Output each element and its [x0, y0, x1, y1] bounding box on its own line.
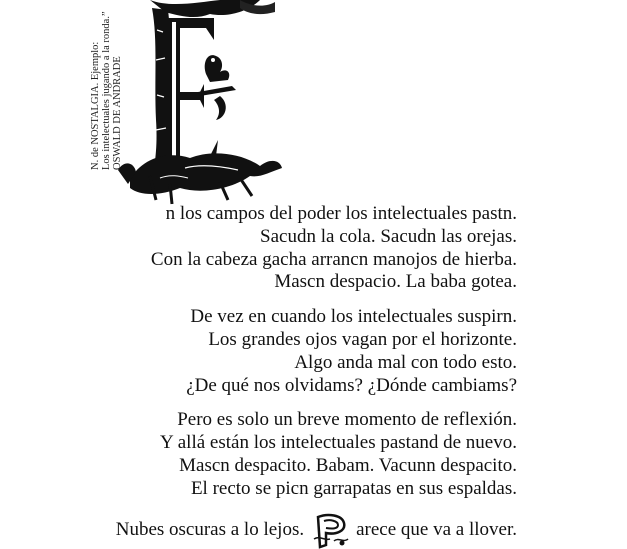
poem [116, 203, 517, 549]
poem-line: Sacudn la cola. Sacudn las orejas. [260, 225, 517, 247]
poem-line: ¿De qué nos olvidams? ¿Dónde cambiams? [186, 374, 517, 396]
poem-line: Mascn despacio. La baba gotea. [274, 271, 517, 293]
final-line [116, 513, 517, 549]
poem-line: Y allá están los intelectuales pastand de nuevo. [159, 432, 517, 454]
decorated-initial-p-icon [312, 513, 352, 549]
stanza [116, 409, 517, 500]
poem-line: El recto se picn garrapatas en sus espaldas. [190, 477, 517, 499]
poem-line: Con la cabeza gacha arrancn manojos de hierba. [150, 248, 517, 270]
stanza [116, 306, 517, 397]
poem-line: Los grandes ojos vagan por el horizonte. [208, 328, 517, 350]
decorated-initial-e-illustration [110, 0, 285, 205]
final-line-end: arece que va a llover. [356, 519, 517, 541]
poem-line: Algo anda mal con todo esto. [294, 351, 517, 373]
side-note-line: OSWALD DE ANDRADE [112, 56, 123, 170]
side-note-line: N. de NOSTALGIA. Ejemplo: [90, 41, 101, 170]
final-line-start: Nubes oscuras a lo lejos. [115, 519, 305, 541]
side-note-line: Los intelectuales jugando a la ronda.” [101, 11, 112, 170]
poem-line: n los campos del poder los intelectuales pastn. [165, 203, 517, 224]
poem-line: Pero es solo un breve momento de reflexión. [177, 409, 517, 431]
poem-line: De vez en cuando los intelectuales suspirn. [190, 306, 517, 328]
poem-line: Mascn despacito. Babam. Vacunn despacito. [179, 454, 517, 476]
stanza [116, 203, 517, 294]
